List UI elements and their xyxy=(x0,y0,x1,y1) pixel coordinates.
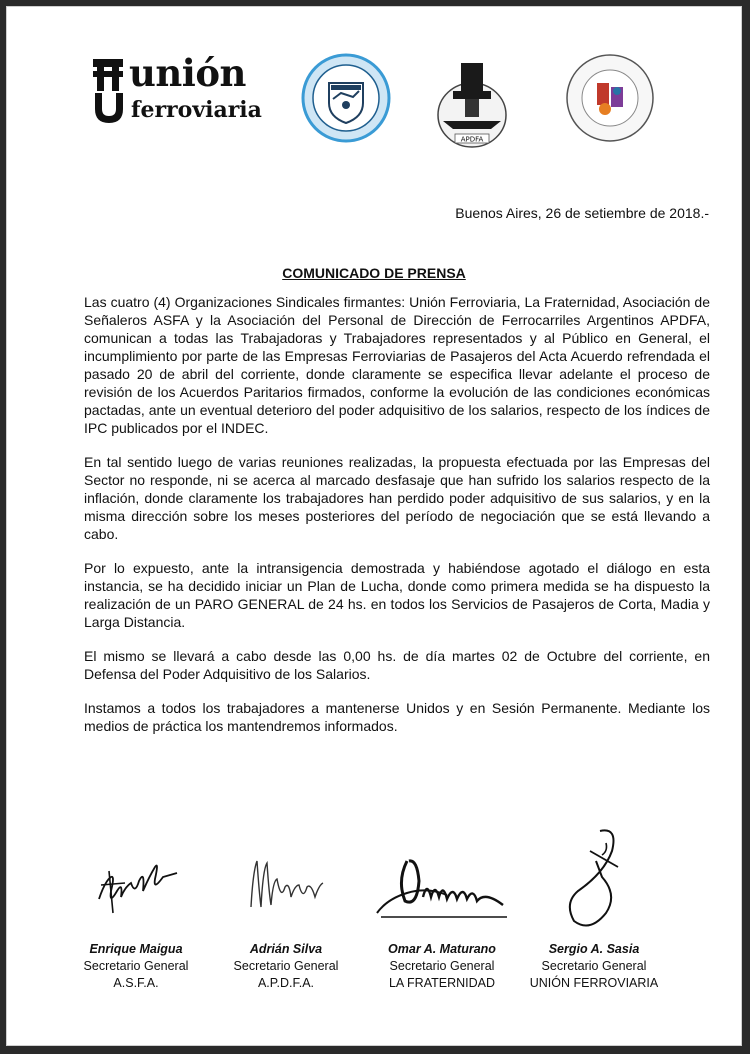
letter-heading: COMUNICADO DE PRENSA xyxy=(282,265,466,281)
signature-block-union-ferroviaria xyxy=(519,821,669,992)
apdfa-logo-text: APDFA xyxy=(460,135,484,144)
letter-body xyxy=(84,293,710,751)
signatory-org: A.P.D.F.A. xyxy=(257,976,315,990)
signatory-org: LA FRATERNIDAD xyxy=(388,976,496,990)
signature-block-asfa xyxy=(61,821,211,992)
signatory-title: Secretario General xyxy=(389,959,495,973)
signatory-title: Secretario General xyxy=(541,959,647,973)
signatory-title: Secretario General xyxy=(233,959,339,973)
signature-block-la-fraternidad xyxy=(367,821,517,992)
union-word: unión xyxy=(129,51,246,95)
signatory-org: UNIÓN FERROVIARIA xyxy=(529,976,659,990)
signatory-name: Omar A. Maturano xyxy=(388,942,496,956)
signatory-name: Sergio A. Sasia xyxy=(548,942,640,956)
paragraph: En tal sentido luego de varias reuniones realizadas, la propuesta efectuada por las Empresas del Sector no responde, ni se acerca al marcado desfasaje que han sufrido los salarios respecto de la inflación, donde claramente los trabajadores han perdido poder adquisitivo de sus salarios, y en la misma dirección sobre los meses posteriores del período de negociación que se está llevando a cabo. xyxy=(84,454,710,542)
handwritten-signature-icon xyxy=(231,821,341,931)
paragraph: El mismo se llevará a cabo desde las 0,00 hs. de día martes 02 de Octubre del corriente, en Defensa del Poder Adquisitivo de los Salarios. xyxy=(84,648,710,682)
union-ferroviaria-mark-icon xyxy=(91,55,127,125)
handwritten-signature-icon xyxy=(367,821,517,931)
handwritten-signature-icon xyxy=(534,821,654,941)
signature-block-apdfa xyxy=(211,821,361,992)
asfa-seal-icon xyxy=(565,53,655,143)
apdfa-logo-icon xyxy=(435,55,509,151)
la-fraternidad-seal-icon xyxy=(301,53,391,143)
handwritten-signature-icon xyxy=(81,821,191,931)
union-ferroviaria-logo xyxy=(91,53,261,129)
signatory-name: Adrián Silva xyxy=(249,942,323,956)
signatory-name: Enrique Maigua xyxy=(89,942,183,956)
signatory-title: Secretario General xyxy=(83,959,189,973)
signatory-org: A.S.F.A. xyxy=(113,976,159,990)
paragraph: Por lo expuesto, ante la intransigencia demostrada y habiéndose agotado el diálogo en esta instancia, se ha decidido iniciar un Plan de Lucha, donde como primera medida se ha dispuesto la realización de un PARO GENERAL de 24 hs. en todos los Servicios de Pasajeros de Corta, Madia y Larga Distancia. xyxy=(84,560,710,630)
paragraph: Las cuatro (4) Organizaciones Sindicales firmantes: Unión Ferroviaria, La Fraternidad, Asociación de Señaleros ASFA y la Asociación del Personal de Dirección de Ferrocarriles Argentinos APDFA, comunican a todas las Trabajadoras y Trabajadores representados y al Público en General, el incumplimiento por parte de las Empresas Ferroviarias de Pasajeros del Acta Acuerdo refrendada el pasado 20 de abril del corriente, donde claramente se especifica llevar adelante el proceso de revisión de los Acuerdos Paritarios firmados, conforme la evolución de las condiciones económicas pactadas, ante un eventual deterioro del poder adquisitivo de los salarios, respecto de los índices de IPC publicados por el INDEC. xyxy=(84,294,710,436)
paragraph: Instamos a todos los trabajadores a mantenerse Unidos y en Sesión Permanente. Mediante los medios de práctica los mantendremos informados. xyxy=(84,700,710,734)
document-page xyxy=(6,6,742,1046)
letter-date: Buenos Aires, 26 de setiembre de 2018.- xyxy=(455,205,709,221)
ferroviaria-word: ferroviaria xyxy=(131,97,262,123)
